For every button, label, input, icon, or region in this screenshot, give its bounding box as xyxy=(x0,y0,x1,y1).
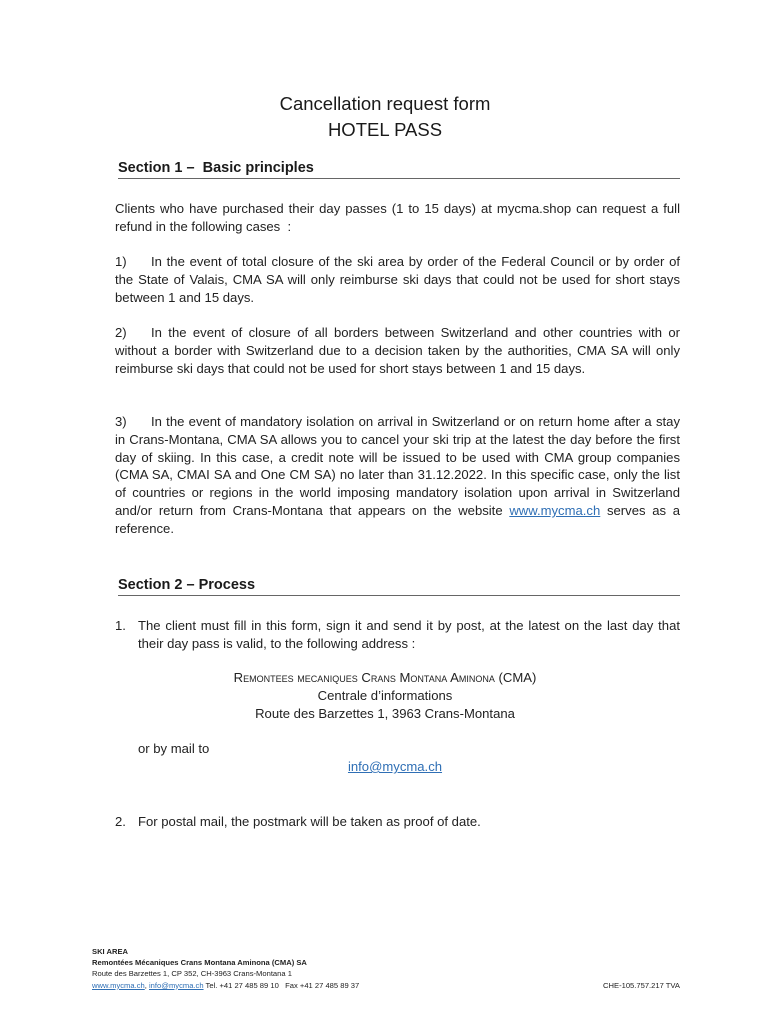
case-1-number: 1) xyxy=(115,254,127,269)
section1-intro: Clients who have purchased their day passes (1 to 15 days) at mycma.shop can request a full refund in the following cases : xyxy=(115,201,680,234)
case-2-number: 2) xyxy=(115,325,127,340)
address-department: Centrale d’informations xyxy=(317,688,453,703)
case-1 xyxy=(115,253,680,306)
item-2-number: 2. xyxy=(115,814,126,829)
case-2-text: In the event of closure of all borders between Switzerland and other countries with or without a border with Switzerland due to a decision taken by the authorities, CMA SA will only reimburse ski days that could not be used for short stays between 1 and 15 days. xyxy=(115,325,680,376)
item-2-text: For postal mail, the postmark will be taken as proof of date. xyxy=(138,814,481,829)
case-3-number: 3) xyxy=(115,414,127,429)
footer-website-link[interactable]: www.mycma.ch xyxy=(92,980,145,990)
footer-company: Remontées Mécaniques Crans Montana Aminona (CMA) SA xyxy=(92,958,307,968)
footer-email-link[interactable]: info@mycma.ch xyxy=(149,980,204,990)
address-street: Route des Barzettes 1, 3963 Crans-Montana xyxy=(255,706,515,721)
case-3 xyxy=(115,413,680,538)
form-subtitle: HOTEL PASS xyxy=(327,119,443,140)
or-by-mail-label: or by mail to xyxy=(138,741,210,756)
section1-heading: Section 1 – Basic principles xyxy=(118,160,680,179)
case-2 xyxy=(115,324,680,377)
case-3-text: In the event of mandatory isolation on arrival in Switzerland or on return home after a stay in Crans-Montana, CMA SA allows you to cancel your ski trip at the latest the day before the first day of skiing. In this case, a credit note will be issued to be used with CMA group companies (CMA SA, CMAI SA and One CM SA) no later than 31.12.2022. In this specific case, only the list of countries or regions in the world imposing mandatory isolation upon arrival in Switzerland and/or return from Crans-Montana that appears on the website xyxy=(115,414,680,518)
address-company: Remontees mecaniques Crans Montana Aminona (CMA) xyxy=(233,670,537,685)
footer-address: Route des Barzettes 1, CP 352, CH-3963 Crans-Montana 1 xyxy=(92,969,292,979)
case-1-text: In the event of total closure of the ski area by order of the Federal Council or by order of the State of Valais, CMA SA will only reimburse ski days that could not be used for short stays between 1 and 15 days. xyxy=(115,254,680,305)
form-title: Cancellation request form xyxy=(279,93,491,114)
item-1-text: The client must fill in this form, sign it and send it by post, at the latest on the last day that their day pass is valid, to the following address : xyxy=(138,618,680,651)
case-3-text-after: serves as a reference. xyxy=(115,502,681,536)
email-link[interactable]: info@mycma.ch xyxy=(347,759,443,774)
website-link[interactable]: www.mycma.ch xyxy=(509,502,601,518)
footer-vat: CHE-105.757.217 TVA xyxy=(603,980,680,990)
email-line xyxy=(0,759,770,774)
footer-contacts xyxy=(92,980,682,991)
footer-separator: , xyxy=(144,980,147,990)
footer-ski-area: SKI AREA xyxy=(92,947,129,956)
footer-phones: Tel. +41 27 485 89 10 Fax +41 27 485 89 37 xyxy=(205,980,360,990)
item-1-number: 1. xyxy=(115,618,126,633)
section2-heading: Section 2 – Process xyxy=(118,577,680,596)
page-footer xyxy=(92,946,682,991)
